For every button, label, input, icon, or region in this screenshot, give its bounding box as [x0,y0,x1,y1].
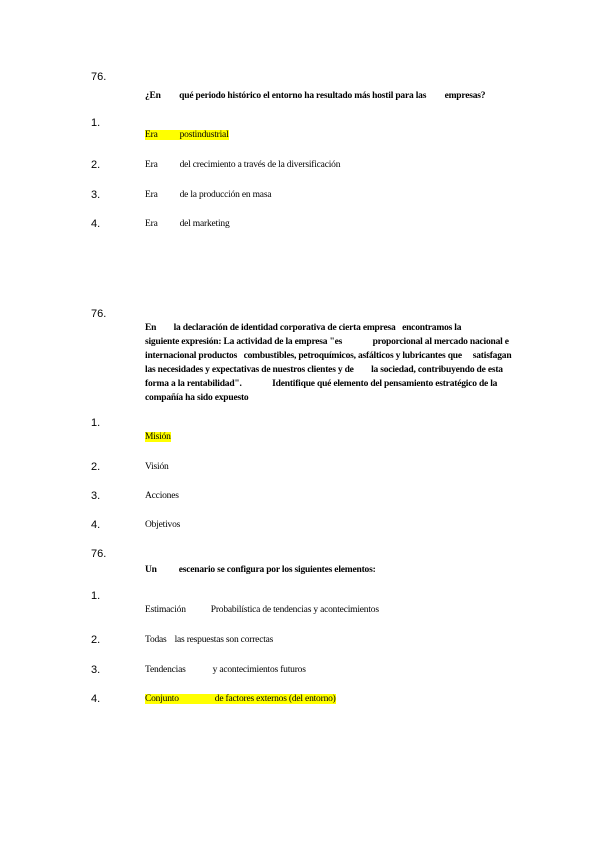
question-3-option-3-number: 3. [91,664,101,676]
question-3-option-1[interactable]: Estimación Probabilística de tendencias y acontecimientos [145,605,379,615]
question-1-option-4-number: 4. [91,218,101,230]
question-1-text-part: qué periodo histórico el entorno ha resultado más hostil para las [179,91,427,101]
question-3-option-3[interactable]: Tendencias y acontecimientos futuros [145,665,306,675]
question-1-number: 76. [91,71,107,83]
question-3-option-4-number: 4. [91,693,101,705]
question-2-option-3-number: 3. [91,490,101,502]
question-1-option-1[interactable] [145,130,229,140]
question-2-option-2-number: 2. [91,461,101,473]
question-1-option-4[interactable]: Era del marketing [145,219,230,229]
question-3-text: Un escenario se configura por los siguientes elementos: [145,565,376,575]
question-1-option-2-number: 2. [91,159,101,171]
question-2-option-1-number: 1. [91,417,101,429]
question-1-text [145,89,515,103]
question-3-number: 76. [91,548,107,560]
question-2-text: En la declaración de identidad corporativa de cierta empresa encontramos la siguiente expresión: La actividad de la empresa "es proporcional al mercado nacional e internacional productos combustibles, petroquímicos, asfálticos y lubricantes que satisfagan las necesidades y expectativas de nuestros clientes y de la sociedad, contribuyendo de esta forma a la rentabilidad". Identifique qué elemento del pensamiento estratégico de la compañía ha sido expuesto [145,323,512,403]
question-3-option-2[interactable]: Todas las respuestas son correctas [145,635,274,645]
highlighted-answer: Misión [145,432,171,442]
question-2-number: 76. [91,308,107,320]
question-2-option-2[interactable]: Visión [145,462,169,472]
question-2-option-1[interactable] [145,432,171,442]
question-2-option-4-number: 4. [91,519,101,531]
question-1-option-2[interactable]: Era del crecimiento a través de la diversificación [145,160,341,170]
highlighted-answer: Conjunto de factores externos (del entorno) [145,694,336,704]
question-2-option-3[interactable]: Acciones [145,491,179,501]
question-1-option-3-number: 3. [91,189,101,201]
question-3-option-1-number: 1. [91,590,101,602]
question-3-option-2-number: 2. [91,634,101,646]
highlighted-answer: Era postindustrial [145,130,229,140]
question-3-option-4[interactable] [145,694,336,704]
question-1-option-3[interactable]: Era de la producción en masa [145,190,272,200]
question-1-option-1-number: 1. [91,117,101,129]
question-1-text-part: ¿En [145,91,161,101]
question-2-option-4[interactable]: Objetivos [145,520,181,530]
question-1-text-part: empresas? [444,91,486,101]
